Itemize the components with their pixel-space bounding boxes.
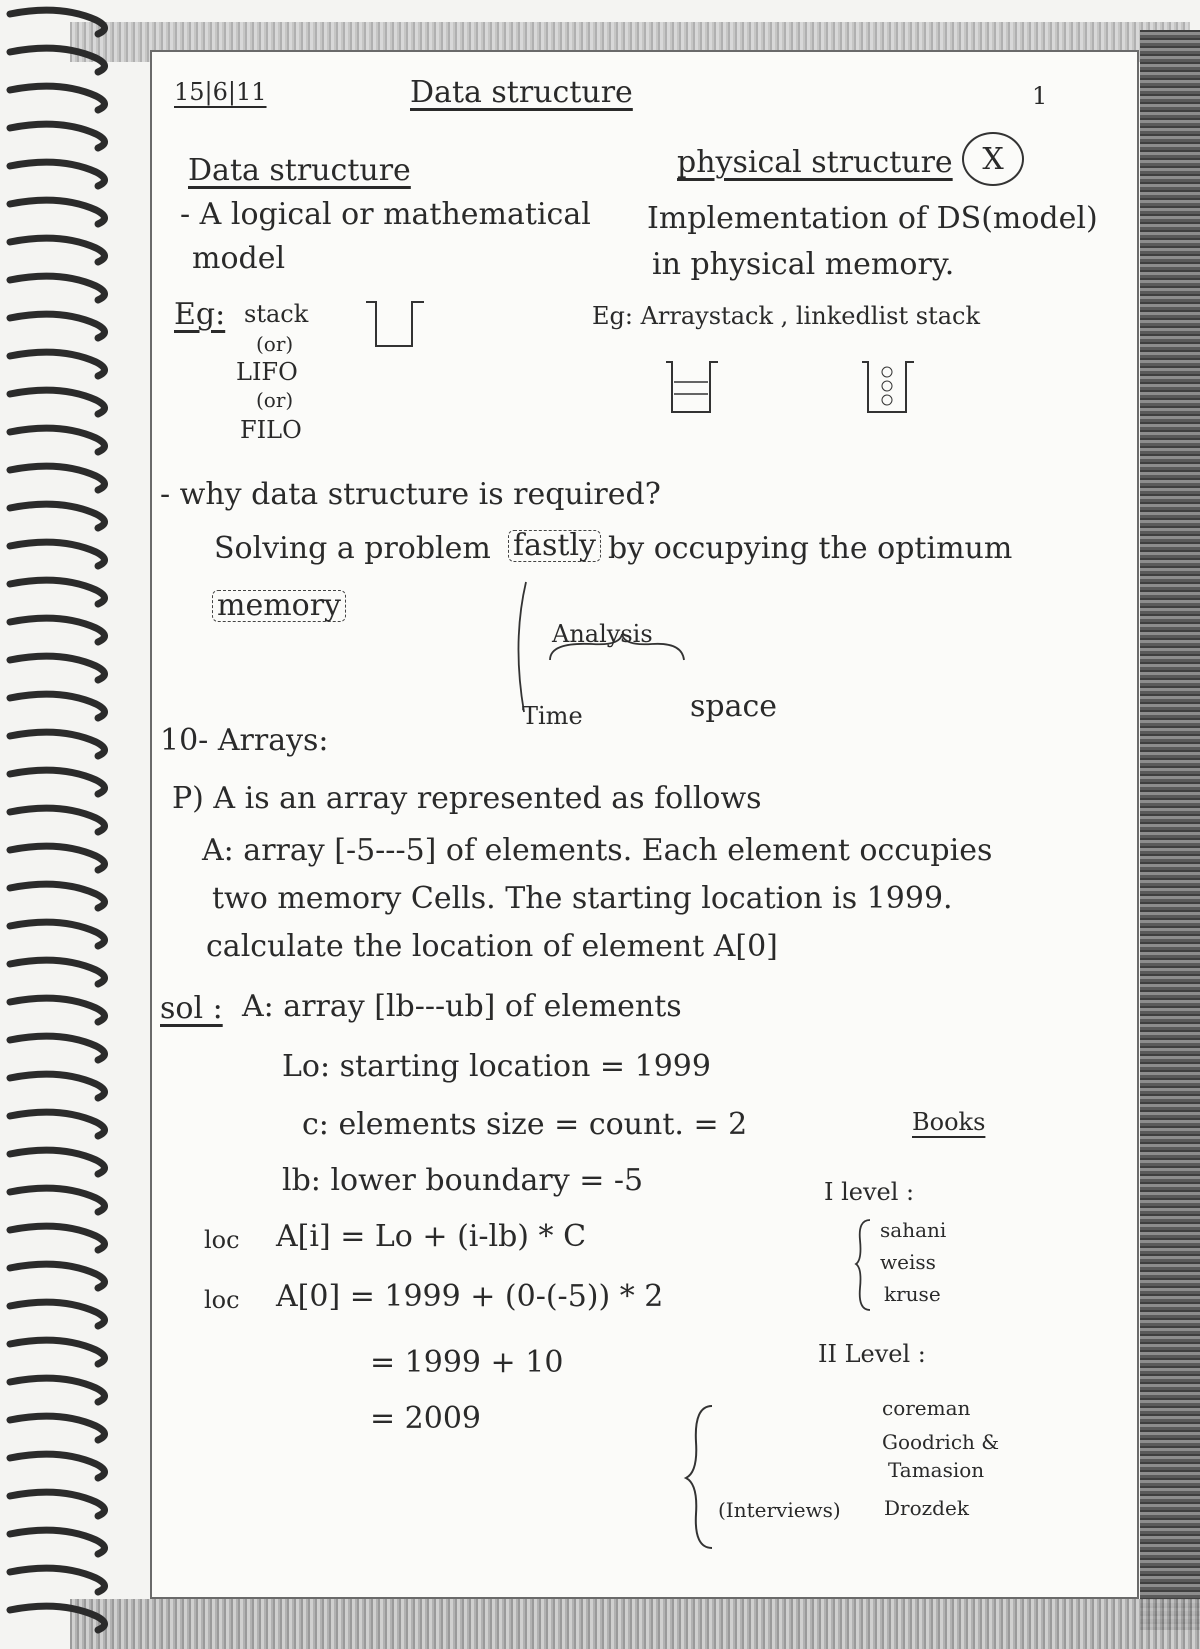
spiral-coil [10, 656, 105, 680]
spiral-coil [10, 1264, 105, 1288]
ps-circled-mark: X [962, 132, 1024, 186]
books-level2-item: Goodrich & [882, 1430, 1000, 1454]
solution-line: A: array [lb---ub] of elements [242, 989, 682, 1024]
spiral-coil [10, 48, 105, 72]
spiral-coil [10, 580, 105, 604]
spiral-coil [10, 1416, 105, 1440]
ds-eg-item: stack [244, 300, 309, 328]
problem-line: two memory Cells. The starting location is 1999. [212, 881, 953, 916]
spiral-coil [10, 1530, 105, 1554]
loc-result: = 2009 [370, 1401, 482, 1436]
spiral-coil [10, 1036, 105, 1060]
ds-def-line2: model [192, 241, 286, 276]
spiral-binding [0, 0, 150, 1649]
loc-step: = 1999 + 10 [370, 1345, 564, 1380]
solution-line: lb: lower boundary = -5 [282, 1163, 644, 1198]
stack-sketch [362, 298, 432, 358]
spiral-coil [10, 466, 105, 490]
spiral-coil [10, 10, 105, 34]
scan-edge-right [1140, 30, 1200, 1630]
loc-label: loc [204, 1286, 240, 1314]
why-answer-pre: Solving a problem [214, 531, 491, 566]
solution-line: c: elements size = count. = 2 [302, 1107, 748, 1142]
ps-eg: Eg: Arraystack , linkedlist stack [592, 302, 980, 330]
analysis-time: Time [522, 702, 583, 730]
problem-line: calculate the location of element A[0] [206, 929, 778, 964]
array-linked-stack-sketch [662, 352, 942, 432]
why-answer-memory: memory [212, 590, 346, 622]
spiral-coil [10, 352, 105, 376]
books-level1-item: sahani [880, 1218, 947, 1242]
analysis-label: Analysis [552, 620, 653, 648]
spiral-coil [10, 1150, 105, 1174]
spiral-coil [10, 1188, 105, 1212]
books-level1-item: weiss [880, 1250, 936, 1274]
spiral-coil [10, 998, 105, 1022]
spiral-coil [10, 618, 105, 642]
spiral-coil [10, 884, 105, 908]
why-answer-fastly: fastly [508, 530, 601, 562]
spiral-coil [10, 770, 105, 794]
books-level1-item: kruse [884, 1282, 941, 1306]
spiral-coil [10, 238, 105, 262]
books-level1: I level : [824, 1178, 915, 1206]
why-question: - why data structure is required? [160, 477, 661, 512]
spiral-coil [10, 390, 105, 414]
spiral-coil [10, 808, 105, 832]
books-heading: Books [912, 1108, 986, 1136]
spiral-coil [10, 428, 105, 452]
spiral-coil [10, 542, 105, 566]
spiral-coil [10, 1454, 105, 1478]
spiral-coil [10, 846, 105, 870]
spiral-coil [10, 86, 105, 110]
spiral-coil [10, 504, 105, 528]
spiral-coil [10, 732, 105, 756]
books-interviews-note: (Interviews) [718, 1498, 841, 1522]
page-date: 15|6|11 [174, 78, 267, 106]
books-level2-item: coreman [882, 1396, 971, 1420]
books-level2-item: Tamasion [888, 1458, 985, 1482]
spiral-coil [10, 1568, 105, 1592]
scan-edge-bottom [70, 1599, 1200, 1649]
notebook-page [150, 50, 1139, 1599]
page-number: 1 [1032, 82, 1048, 110]
spiral-coil [10, 1606, 105, 1630]
spiral-coil [10, 694, 105, 718]
spiral-coil [10, 1112, 105, 1136]
spiral-coil [10, 314, 105, 338]
ps-heading: physical structure [677, 145, 953, 180]
loc-calc: A[0] = 1999 + (0-(-5)) * 2 [276, 1279, 664, 1314]
spiral-coil [10, 1226, 105, 1250]
solution-line: Lo: starting location = 1999 [282, 1049, 711, 1084]
loc-formula: A[i] = Lo + (i-lb) * C [276, 1219, 587, 1254]
problem-line: A: array [-5---5] of elements. Each element occupies [202, 833, 993, 868]
level1-brace [854, 1216, 874, 1316]
loc-label: loc [204, 1226, 240, 1254]
level2-brace [682, 1402, 722, 1552]
page-title: Data structure [410, 75, 633, 110]
arrays-heading: 10- Arrays: [160, 723, 329, 758]
spiral-coil [10, 200, 105, 224]
spiral-coil [10, 960, 105, 984]
ds-eg-item: (or) [256, 332, 294, 356]
why-answer-post: by occupying the optimum [608, 531, 1013, 566]
problem-line: P) A is an array represented as follows [172, 781, 762, 816]
spiral-coil [10, 162, 105, 186]
books-level2: II Level : [818, 1340, 926, 1368]
analysis-space: space [690, 689, 778, 724]
ps-def-line1: Implementation of DS(model) [647, 201, 1098, 236]
spiral-coil [10, 1302, 105, 1326]
solution-label: sol : [160, 991, 223, 1026]
spiral-coil [10, 1378, 105, 1402]
ds-heading: Data structure [188, 153, 411, 188]
spiral-coil [10, 1492, 105, 1516]
spiral-coil [10, 1074, 105, 1098]
ds-eg-item: FILO [240, 416, 302, 444]
spiral-coil [10, 124, 105, 148]
ds-eg-label: Eg: [174, 297, 226, 332]
ds-eg-item: LIFO [236, 358, 298, 386]
ds-eg-item: (or) [256, 388, 294, 412]
ds-def-line1: - A logical or mathematical [180, 197, 591, 232]
spiral-coil [10, 922, 105, 946]
spiral-coil [10, 1340, 105, 1364]
spiral-coil [10, 276, 105, 300]
ps-def-line2: in physical memory. [652, 247, 955, 282]
books-level2-item: Drozdek [884, 1496, 969, 1520]
